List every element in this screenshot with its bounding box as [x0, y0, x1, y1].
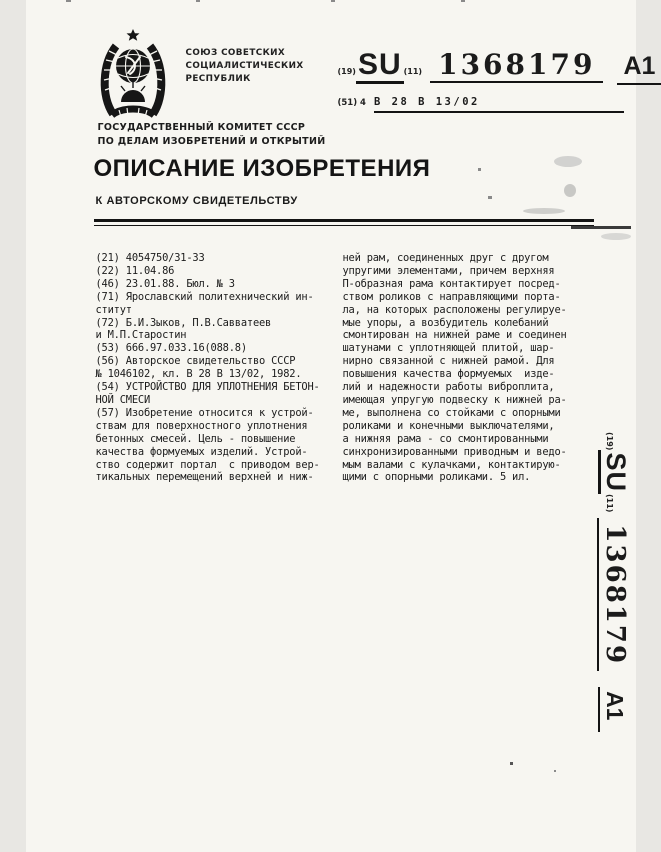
- scan-speck: [510, 762, 513, 765]
- inid-code-19: (19): [337, 67, 356, 76]
- committee-name: ГОСУДАРСТВЕННЫЙ КОМИТЕТ СССР ПО ДЕЛАМ ИЗОБРЕТЕНИЙ И ОТКРЫТИЙ: [97, 122, 326, 147]
- scan-speck: [66, 0, 71, 2]
- sidebar-kind-code: A1: [598, 687, 627, 732]
- document-number: 1368179: [430, 50, 603, 83]
- ussr-coat-of-arms-icon: [99, 28, 167, 120]
- abstract-column-right: ней рам, соединенных друг с другом упругими элементами, причем верхняя П-образная рама контактирует посред- ством роликов с направляющими порта- ла, на которых расположены регулируе- мые упоры, а возбудитель колебаний смонтирован на нижней раме и соединен шатунами с уплотняющей плитой, шар- нирно связанной с нижней рамой. Для повышения качества формуемых изде- лий и надежности работы виброплита, имеющая упругую подвеску к нижней ра- ме, выполнена со стойками с опорными роликами и конечными выключателями, а нижняя рама - со смонтированными синхронизированными приводным и ведо- мым валами с кулачками, контактирую- щими с опорными роликами. 5 ил.: [342, 252, 567, 484]
- scan-smudge: [601, 233, 631, 240]
- ipc-class: В 28 В 13/02: [374, 96, 624, 113]
- divider-rule-extension: [571, 226, 631, 229]
- inid-code-11: (11): [403, 67, 423, 76]
- sidebar-country-code: SU: [598, 450, 630, 494]
- union-name: СОЮЗ СОВЕТСКИХ СОЦИАЛИСТИЧЕСКИХ РЕСПУБЛИК: [185, 48, 304, 84]
- kind-code: A1: [617, 53, 661, 85]
- scan-speck: [196, 0, 200, 2]
- page-title: ОПИСАНИЕ ИЗОБРЕТЕНИЯ: [93, 155, 431, 182]
- scan-speck: [488, 196, 492, 199]
- inid-code-51: (51) 4: [337, 98, 366, 108]
- sidebar-document-number: 1368179: [597, 518, 628, 671]
- country-code: SU: [356, 50, 404, 84]
- scan-smudge: [523, 208, 565, 214]
- divider-rule: [94, 219, 594, 226]
- scan-speck: [461, 0, 465, 2]
- publication-number-row: [337, 48, 656, 85]
- scan-speck: [478, 168, 481, 171]
- page-subtitle: К АВТОРСКОМУ СВИДЕТЕЛЬСТВУ: [95, 195, 298, 207]
- scan-speck: [331, 0, 335, 2]
- scan-speck: [554, 770, 556, 772]
- sidebar-inid-code-11: (11): [604, 493, 614, 513]
- scan-smudge: [554, 156, 582, 167]
- sidebar-inid-code-19: (19): [604, 432, 614, 451]
- bibliographic-abstract-column-left: (21) 4054750/31-33 (22) 11.04.86 (46) 23.01.88. Бюл. № 3 (71) Ярославский политехнический ин- ститут (72) Б.И.Зыков, П.В.Савватеев и М.П.Старостин (53) 666.97.033.16(088.8) (56) Авторское свидетельство СССР № 1046102, кл. В 28 В 13/02, 1982. (54) УСТРОЙСТВО ДЛЯ УПЛОТНЕНИЯ БЕТОН- НОЙ СМЕСИ (57) Изобретение относится к устрой- ствам для поверхностного уплотнения бетонных смесей. Цель - повышение качества формуемых изделий. Устрой- ство содержит портал с приводом вер- тикальных перемещений верхней и ниж-: [95, 252, 320, 484]
- ipc-classification-row: [338, 96, 624, 113]
- scan-smudge: [564, 184, 576, 197]
- patent-document-page: [26, 0, 656, 852]
- sidebar-publication-number: [597, 432, 630, 732]
